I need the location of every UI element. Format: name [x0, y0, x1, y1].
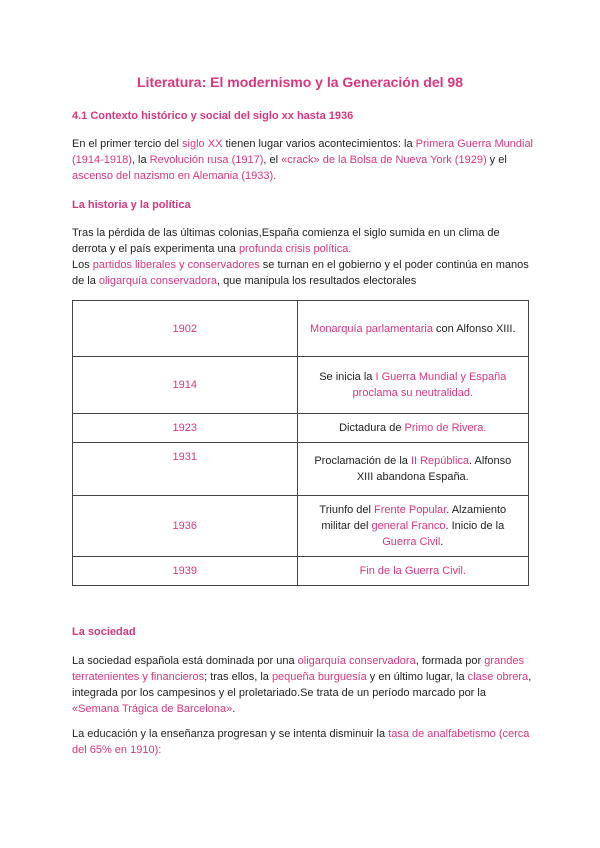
society-heading: La sociedad — [72, 626, 136, 638]
timeline-table — [72, 300, 529, 586]
event-text: Se inicia la — [319, 371, 376, 383]
keyword: I Guerra Mundial y España proclama su neutralidad. — [352, 371, 507, 399]
timeline-year: 1939 — [73, 557, 298, 586]
keyword: clase obrera — [467, 671, 529, 683]
keyword: Revolución rusa (1917) — [149, 154, 264, 166]
event-text: Triunfo del — [319, 504, 375, 516]
keyword: profunda crisis política. — [238, 243, 352, 255]
timeline-year: 1902 — [73, 301, 298, 357]
keyword: Primo de Rivera. — [404, 422, 487, 434]
timeline-event — [297, 301, 528, 357]
event-text: . Alzamiento militar del — [321, 504, 507, 532]
keyword: tasa de analfabetismo (cerca del 65% en 1910): — [72, 728, 530, 756]
event-text: Dictadura de — [339, 422, 405, 434]
page-title: Literatura: El modernismo y la Generación del 98 — [137, 74, 463, 90]
keyword: Guerra Civil — [382, 536, 441, 548]
timeline-row — [73, 357, 529, 414]
keyword: partidos liberales y conservadores — [92, 259, 260, 271]
timeline-year: 1931 — [73, 443, 298, 496]
politics-paragraph: Tras la pérdida de las últimas colonias,España comienza el siglo sumida en un clima de derrota y el país experimenta una profunda crisis política. Los partidos liberales y conservadores se turnan en el gobierno y el poder continúa en manos de la oligarquía conservadora, que manipula los resultados electorales — [72, 227, 529, 287]
keyword: Monarquía parlamentaria — [310, 322, 433, 335]
intro-paragraph: En el primer tercio del siglo XX tienen lugar varios acontecimientos: la Primera Guerra Mundial (1914-1918), la Revolución rusa (1917), el «crack» de la Bolsa de Nueva York (1929) y el ascenso del nazismo en Alemania (1933). — [72, 138, 533, 182]
timeline-event — [297, 557, 528, 586]
timeline-year: 1936 — [73, 496, 298, 557]
timeline-year: 1914 — [73, 357, 298, 414]
keyword: pequeña burguesía — [271, 671, 367, 683]
timeline-row — [73, 443, 529, 496]
event-text: . Alfonso XIII abandona España. — [356, 455, 512, 483]
society-paragraph: La sociedad española está dominada por una oligarquía conservadora, formada por grandes terratenientes y financieros; tras ellos, la pequeña burguesía y en último lugar, la clase obrera, integrada por los campesinos y el proletariado.Se trata de un período marcado por la «Semana Trágica de Barcelona». — [72, 655, 532, 715]
timeline-year: 1923 — [73, 414, 298, 443]
event-text: . Inicio de la — [445, 520, 505, 532]
keyword: grandes terratenientes y financieros — [72, 655, 524, 683]
event-text: . — [440, 536, 444, 548]
timeline-row — [73, 414, 529, 443]
timeline-event — [297, 496, 528, 557]
timeline-event — [297, 443, 528, 496]
timeline-event — [297, 414, 528, 443]
keyword: «Semana Trágica de Barcelona» — [72, 703, 233, 715]
keyword: Frente Popular — [374, 504, 447, 516]
keyword: «crack» de la Bolsa de Nueva York (1929) — [281, 154, 487, 166]
timeline-row — [73, 301, 529, 357]
event-text: con Alfonso XIII. — [432, 322, 516, 335]
timeline-row — [73, 557, 529, 586]
keyword: oligarquía conservadora — [297, 655, 416, 667]
politics-heading: La historia y la política — [72, 199, 191, 211]
keyword: Fin de la Guerra Civil. — [359, 565, 466, 577]
section-heading: 4.1 Contexto histórico y social del siglo xx hasta 1936 — [72, 110, 354, 122]
event-text: Proclamación de la — [314, 455, 411, 467]
keyword: Primera Guerra Mundial (1914-1918) — [72, 138, 533, 166]
timeline-row — [73, 496, 529, 557]
keyword: II República — [410, 455, 470, 467]
education-paragraph: La educación y la enseñanza progresan y se intenta disminuir la tasa de analfabetismo (cerca del 65% en 1910): — [72, 728, 530, 756]
keyword: general Franco — [371, 520, 446, 532]
keyword: siglo XX — [182, 138, 223, 150]
keyword: ascenso del nazismo en Alemania (1933). — [72, 170, 277, 182]
timeline-event — [297, 357, 528, 414]
keyword: oligarquía conservadora — [98, 275, 217, 287]
